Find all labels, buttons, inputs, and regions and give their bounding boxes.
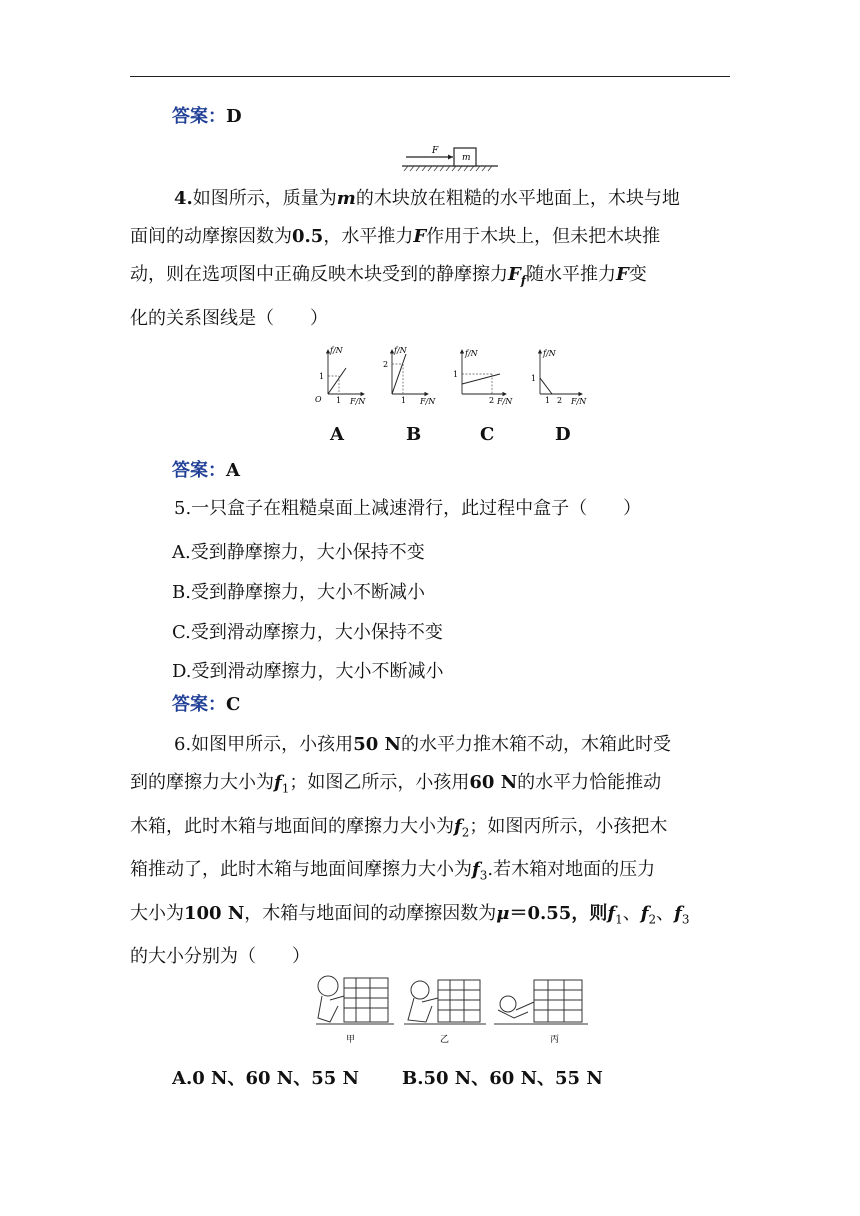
svg-text:F/N: F/N xyxy=(571,397,587,406)
q5-option-b: B.受到静摩擦力，大小不断减小 xyxy=(172,582,425,603)
q6-option-b: B.50 N、60 N、55 N xyxy=(402,1068,603,1089)
q5-option-d: D.受到滑动摩擦力，大小不断减小 xyxy=(172,661,444,682)
svg-text:1: 1 xyxy=(319,372,325,381)
answer-letter: A xyxy=(226,460,240,481)
svg-text:O: O xyxy=(315,395,322,404)
svg-text:f/N: f/N xyxy=(465,349,478,358)
graph-b xyxy=(383,346,436,406)
graph-label-a: A xyxy=(330,424,344,445)
mass-label: m xyxy=(462,153,471,163)
answer-label: 答案： xyxy=(172,694,226,715)
svg-text:1: 1 xyxy=(401,396,407,405)
q5-option-c: C.受到滑动摩擦力，大小保持不变 xyxy=(172,622,443,643)
q5-option-a: A.受到静摩擦力，大小保持不变 xyxy=(172,542,425,563)
answer-q4 xyxy=(172,452,772,490)
svg-text:2: 2 xyxy=(489,396,495,405)
graph-d xyxy=(531,349,587,406)
svg-text:F/N: F/N xyxy=(420,397,436,406)
svg-text:f/N: f/N xyxy=(543,349,556,358)
header-rule xyxy=(130,76,730,77)
answer-letter: D xyxy=(226,106,242,127)
figure-label-jia: 甲 xyxy=(346,1035,356,1045)
figure-label-yi: 乙 xyxy=(440,1035,450,1045)
svg-text:1: 1 xyxy=(545,396,551,405)
answer-q5 xyxy=(172,686,772,724)
answer-q3 xyxy=(172,98,772,136)
question-6: 6.如图甲所示，小孩用50 N的水平力推木箱不动，木箱此时受 到的摩擦力大小为$f_1$；如图乙所示，小孩用60 N的水平力恰能推动 木箱，此时木箱与地面间的摩擦力大小为$f_2$；如图丙所示，小孩把木 箱推动了，此时木箱与地面间摩擦力大小为$f_3$.若木箱对地面的压力 大小为100 N，木箱与地面间的动摩擦因数为μ＝0.55，则$f_1$、$f_2$、$f_3$ 的大小分别为（ ） xyxy=(130,734,690,968)
svg-text:2: 2 xyxy=(557,396,563,405)
question-5: 5.一只盒子在粗糙桌面上减速滑行，此过程中盒子（ ） xyxy=(174,498,642,519)
svg-text:F/N: F/N xyxy=(350,397,366,406)
graph-label-c: C xyxy=(480,424,495,445)
graph-c xyxy=(453,349,513,406)
block-on-ground-figure xyxy=(398,144,502,174)
svg-text:1: 1 xyxy=(336,396,342,405)
svg-text:f/N: f/N xyxy=(330,346,343,355)
answer-label: 答案： xyxy=(172,106,226,127)
child-pushing-crate-figure xyxy=(308,966,592,1046)
q6-option-a: A.0 N、60 N、55 N xyxy=(172,1068,360,1089)
figure-label-bing: 丙 xyxy=(550,1035,560,1045)
force-label: F xyxy=(432,146,439,156)
answer-letter: C xyxy=(226,694,241,715)
question-4: 4.如图所示，质量为m的木块放在粗糙的水平地面上，木块与地 面间的动摩擦因数为0.5，水平推力F作用于木块上，但未把木块推 动，则在选项图中正确反映木块受到的静摩擦力$F_f$随水平推力F变 化的关系图线是（ ） xyxy=(130,188,680,329)
svg-text:F/N: F/N xyxy=(497,397,513,406)
graph-a xyxy=(315,346,366,406)
svg-text:1: 1 xyxy=(531,374,537,383)
graph-label-d: D xyxy=(555,424,571,445)
answer-label: 答案： xyxy=(172,460,226,481)
svg-text:1: 1 xyxy=(453,370,459,379)
graph-label-b: B xyxy=(406,424,422,445)
friction-graphs xyxy=(312,344,592,410)
svg-text:f/N: f/N xyxy=(394,346,407,355)
svg-text:2: 2 xyxy=(383,360,389,369)
